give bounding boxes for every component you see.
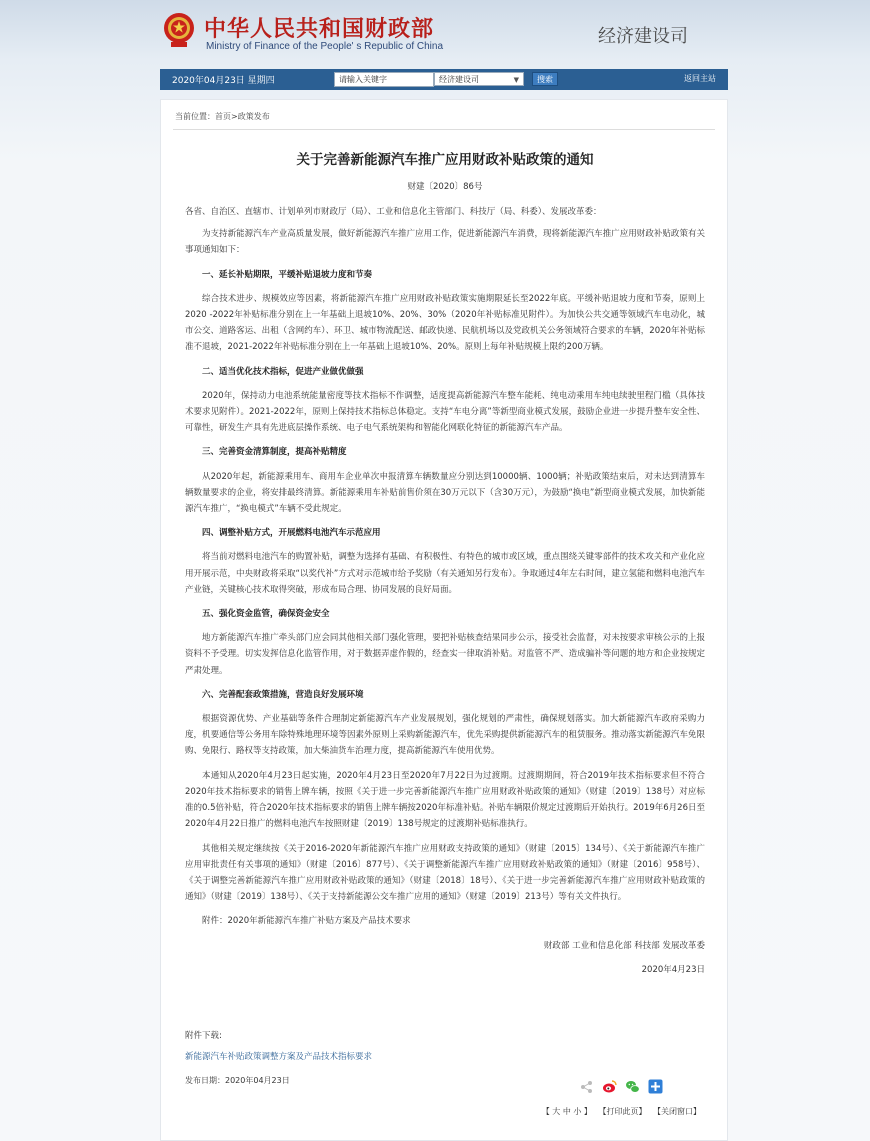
national-emblem-icon — [162, 12, 196, 48]
weibo-icon[interactable] — [602, 1079, 617, 1094]
department-select-value: 经济建设司 — [439, 75, 479, 84]
print-page-link[interactable]: 【打印此页】 — [598, 1107, 647, 1116]
divider — [173, 129, 715, 130]
top-navbar — [160, 69, 728, 90]
department-name: 经济建设司 — [598, 26, 688, 47]
section-paragraph-5: 地方新能源汽车推广牵头部门应会同其他相关部门强化管理，要把补贴核查结果同步公示，接受社会监督，对未按要求审核公示的上报资料不予受理。切实发挥信息化监管作用，对于数据弄虚作假的，经查实一律取消补贴。对监管不严、造成骗补等问题的地方和企业按规定严肃处理。 — [185, 633, 705, 676]
document-number: 财建〔2020〕86号 — [407, 182, 483, 192]
department-select[interactable] — [434, 72, 524, 86]
intro-paragraph: 为支持新能源汽车产业高质量发展，做好新能源汽车推广应用工作，促进新能源汽车消费，现将新能源汽车推广应用财政补贴政策有关事项通知如下： — [185, 229, 705, 256]
chevron-down-icon: ▼ — [513, 76, 519, 84]
section-heading-1: 一、延长补贴期限，平缓补贴退坡力度和节奏 — [202, 269, 373, 280]
section-paragraph-1: 综合技术进步、规模效应等因素，将新能源汽车推广应用财政补贴政策实施期限延长至2022年底。平缓补贴退坡力度和节奏，原则上2020 -2022年补贴标准分别在上一年基础上退坡10%、20%、30%（2020年补贴标准见附件）。为加快公共交通等领域汽车电动化，城市公交、道路客运、出租（含网约车）、环卫、城市物流配送、邮政快递、民航机场以及党政机关公务领域符合要求的车辆，2020年补贴标准不退坡，2021-2022年补贴标准分别在上一年基础上退坡10%、20%。原则上每年补贴规模上限约200万辆。 — [185, 293, 705, 353]
section-paragraph-3: 从2020年起，新能源乘用车、商用车企业单次申报清算车辆数量应分别达到10000辆、1000辆；补贴政策结束后，对未达到清算车辆数量要求的企业，将安排最终清算。新能源乘用车补贴前售价须在30万元以下（含30万元），为鼓励“换电”新型商业模式发展，加快新能源汽车推广，“换电模式”车辆不受此规定。 — [185, 471, 705, 515]
article-container — [160, 99, 728, 1141]
section-paragraph-4: 将当前对燃料电池汽车的购置补贴，调整为选择有基础、有积极性、有特色的城市或区域，重点围绕关键零部件的技术攻关和产业化应用开展示范，中央财政将采取“以奖代补”方式对示范城市给予奖励（有关通知另行发布）。争取通过4年左右时间，建立氢能和燃料电池汽车产业链，关键核心技术取得突破，形成布局合理、协同发展的良好局面。 — [185, 552, 705, 595]
section-heading-6: 六、完善配套政策措施，营造良好发展环境 — [202, 689, 364, 700]
share-icon[interactable] — [579, 1079, 594, 1094]
section-heading-2: 二、适当优化技术指标，促进产业做优做强 — [202, 366, 364, 377]
article-title: 关于完善新能源汽车推广应用财政补贴政策的通知 — [296, 152, 594, 168]
section-heading-4: 四、调整补贴方式，开展燃料电池汽车示范应用 — [202, 528, 381, 539]
font-size-switcher[interactable]: 【 大 中 小 】 — [541, 1107, 592, 1116]
section-heading-5: 五、强化资金监管，确保资金安全 — [202, 609, 330, 620]
publish-date: 发布日期：2020年04月23日 — [185, 1076, 290, 1085]
attachment-download-link[interactable]: 新能源汽车补贴政策调整方案及产品技术指标要求 — [185, 1052, 373, 1062]
section-paragraph-2: 2020年，保持动力电池系统能量密度等技术指标不作调整，适度提高新能源汽车整车能耗、纯电动乘用车纯电续驶里程门槛（具体技术要求见附件）。2021-2022年，原则上保持技术指标总体稳定。支持“车电分离”等新型商业模式发展，鼓励企业进一步提升整车安全性、可靠性，研发生产具有先进底层操作系统、电子电气系统架构和智能化网联化特征的新能源汽车产品。 — [185, 390, 705, 434]
attachments-label: 附件下载: — [185, 1031, 222, 1041]
article-body — [185, 204, 705, 978]
page-tools — [538, 1106, 701, 1117]
signatories: 财政部 工业和信息化部 科技部 发展改革委 — [543, 940, 705, 951]
salutation: 各省、自治区、直辖市、计划单列市财政厅（局）、工业和信息化主管部门、科技厅（局、科委）、发展改革委： — [185, 207, 602, 217]
site-title[interactable]: 中华人民共和国财政部 — [204, 16, 435, 42]
wechat-icon[interactable] — [625, 1079, 640, 1094]
sign-date: 2020年4月23日 — [641, 964, 705, 975]
site-title-english: Ministry of Finance of the People' s Republic of China — [206, 41, 444, 52]
breadcrumb[interactable]: 当前位置：首页>政策发布 — [175, 112, 270, 121]
search-button[interactable]: 搜索 — [532, 72, 558, 86]
attachment-note: 附件：2020年新能源汽车推广补贴方案及产品技术要求 — [202, 916, 411, 927]
share-bar — [579, 1076, 666, 1092]
section-paragraph-6: 根据资源优势、产业基础等条件合理制定新能源汽车产业发展规划，强化规划的严肃性，确保规划落实。加大新能源汽车政府采购力度，机要通信等公务用车除特殊地理环境等因素外原则上采购新能源汽车，优先采购提供新能源汽车的租赁服务。推动落实新能源汽车免限购、免限行、路权等支持政策，加大柴油货车治理力度，提高新能源汽车使用优势。 — [185, 714, 705, 757]
section-heading-3: 三、完善资金清算制度，提高补贴精度 — [202, 447, 347, 458]
implementation-paragraph: 本通知从2020年4月23日起实施，2020年4月23日至2020年7月22日为过渡期。过渡期期间，符合2019年技术指标要求但不符合2020年技术指标要求的销售上牌车辆，按照《关于进一步完善新能源汽车推广应用财政补贴政策的通知》（财建〔2019〕138号）对应标准的0.5倍补贴，符合2020年技术指标要求的销售上牌车辆按2020年标准补贴。补贴车辆限价规定过渡期后开始执行。2019年6月26日至2020年4月22日推广的燃料电池汽车按照财建〔2019〕138号规定的过渡期补贴标准执行。 — [185, 770, 705, 830]
current-date: 2020年04月23日 星期四 — [172, 76, 275, 86]
more-share-plus-icon[interactable] — [648, 1079, 663, 1094]
related-documents-paragraph: 其他相关规定继续按《关于2016-2020年新能源汽车推广应用财政支持政策的通知》（财建〔2015〕134号）、《关于新能源汽车推广应用审批责任有关事项的通知》（财建〔2016〕877号）、《关于调整新能源汽车推广应用财政补贴政策的通知》（财建〔2016〕958号）、《关于调整完善新能源汽车推广应用财政补贴政策的通知》（财建〔2018〕18号）、《关于进一步完善新能源汽车推广应用财政补贴政策的通知》（财建〔2019〕138号）、《关于支持新能源公交车推广应用的通知》（财建〔2019〕213号）等有关文件执行。 — [185, 843, 705, 903]
close-window-link[interactable]: 【关闭窗口】 — [653, 1107, 701, 1116]
search-input[interactable] — [334, 72, 434, 87]
site-header — [160, 0, 728, 68]
return-home-link[interactable]: 返回主站 — [684, 74, 716, 83]
